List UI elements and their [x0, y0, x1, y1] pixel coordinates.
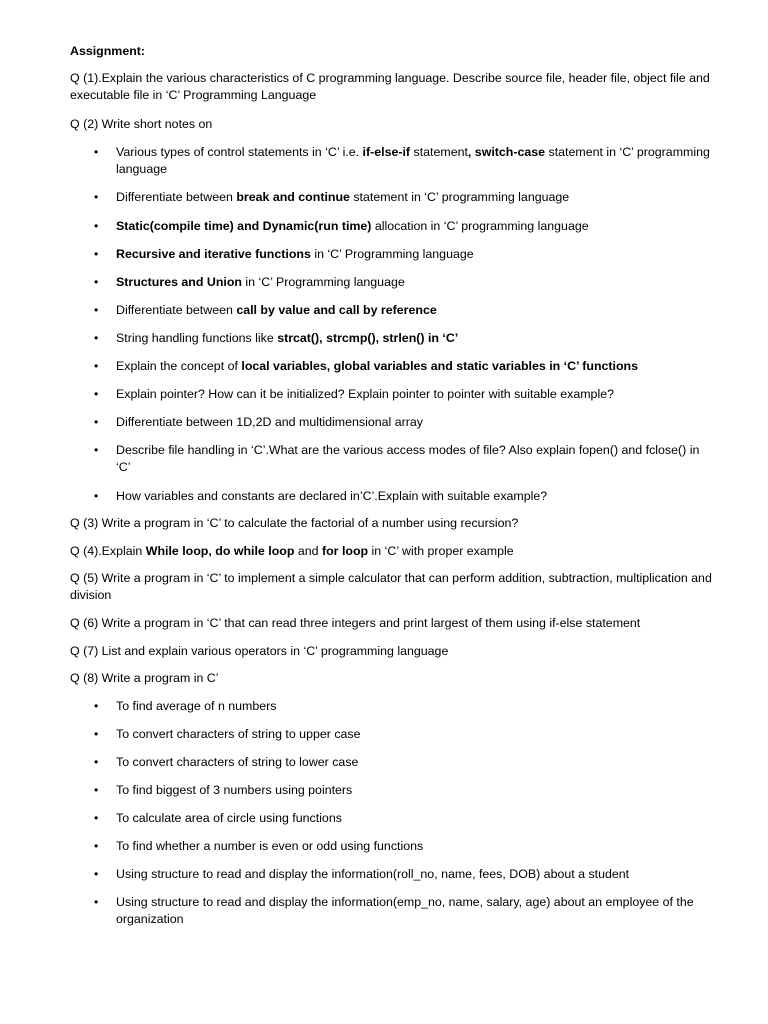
q2-bullet-9: • Explain pointer? How can it be initialized? Explain pointer to pointer with suitable example? — [94, 387, 614, 401]
bullet-marker: • — [94, 415, 99, 429]
page-title: Assignment: — [70, 44, 146, 58]
bullet-marker: • — [94, 387, 99, 401]
q2-bullet-6: • Differentiate between call by value and call by reference — [94, 303, 437, 317]
bullet-marker: • — [94, 331, 99, 345]
bullet-marker: • — [94, 443, 99, 457]
q2-bullet-4: • Recursive and iterative functions in ‘C’ Programming language — [94, 247, 474, 261]
q8-bullet-2: • To convert characters of string to upper case — [94, 727, 361, 741]
q2-bullet-3: • Static(compile time) and Dynamic(run time) allocation in ‘C’ programming language — [94, 219, 589, 233]
bullet-marker: • — [94, 359, 99, 373]
bullet-marker: • — [94, 839, 99, 853]
question-7: Q (7) List and explain various operators in ‘C’ programming language — [70, 644, 449, 658]
bullet-marker: • — [94, 727, 99, 741]
bullet-marker: • — [94, 275, 99, 289]
q8-bullet-8: • Using structure to read and display the information(emp_no, name, salary, age) about an employee of the organization — [94, 895, 694, 926]
bullet-marker: • — [94, 755, 99, 769]
bullet-marker: • — [94, 219, 99, 233]
q2-bullet-1: • Various types of control statements in ‘C’ i.e. if-else-if statement, switch-case statement in ‘C’ programming language — [94, 145, 710, 176]
bullet-marker: • — [94, 190, 99, 204]
q2-bullet-8: • Explain the concept of local variables, global variables and static variables in ‘C’ functions — [94, 359, 639, 373]
question-3: Q (3) Write a program in ‘C’ to calculate the factorial of a number using recursion? — [70, 516, 519, 530]
question-2: Q (2) Write short notes on — [70, 117, 213, 131]
q2-bullet-2: • Differentiate between break and continue statement in ‘C’ programming language — [94, 190, 570, 204]
bullet-marker: • — [94, 145, 99, 159]
q8-bullet-4: • To find biggest of 3 numbers using pointers — [94, 783, 353, 797]
q2-bullet-12: • How variables and constants are declared in’C’.Explain with suitable example? — [94, 489, 548, 503]
bullet-marker: • — [94, 783, 99, 797]
question-8: Q (8) Write a program in C’ — [70, 671, 219, 685]
bullet-marker: • — [94, 489, 99, 503]
bullet-marker: • — [94, 247, 99, 261]
bullet-marker: • — [94, 867, 99, 881]
q8-bullet-7: • Using structure to read and display the information(roll_no, name, fees, DOB) about a student — [94, 867, 630, 881]
question-4: Q (4).Explain While loop, do while loop and for loop in ‘C’ with proper example — [70, 544, 514, 558]
bullet-marker: • — [94, 303, 99, 317]
q8-bullet-6: • To find whether a number is even or odd using functions — [94, 839, 424, 853]
question-1: Q (1).Explain the various characteristics of C programming language. Describe source file, header file, object file and executable file in ‘C’ Programming Language — [70, 71, 710, 102]
q2-bullet-7: • String handling functions like strcat(), strcmp(), strlen() in ‘C’ — [94, 331, 459, 345]
question-6: Q (6) Write a program in ‘C’ that can read three integers and print largest of them using if-else statement — [70, 616, 641, 630]
q8-bullet-1: • To find average of n numbers — [94, 699, 277, 713]
bullet-marker: • — [94, 699, 99, 713]
q2-bullet-11: • Describe file handling in ‘C’.What are the various access modes of file? Also explain fopen() and fclose() in ‘C’ — [94, 443, 700, 474]
bullet-marker: • — [94, 895, 99, 909]
question-5: Q (5) Write a program in ‘C’ to implement a simple calculator that can perform addition, subtraction, multiplication and division — [70, 571, 712, 602]
q8-bullet-5: • To calculate area of circle using functions — [94, 811, 342, 825]
q2-bullet-10: • Differentiate between 1D,2D and multidimensional array — [94, 415, 423, 429]
bullet-marker: • — [94, 811, 99, 825]
q8-bullet-3: • To convert characters of string to lower case — [94, 755, 359, 769]
q2-bullet-5: • Structures and Union in ‘C’ Programming language — [94, 275, 405, 289]
